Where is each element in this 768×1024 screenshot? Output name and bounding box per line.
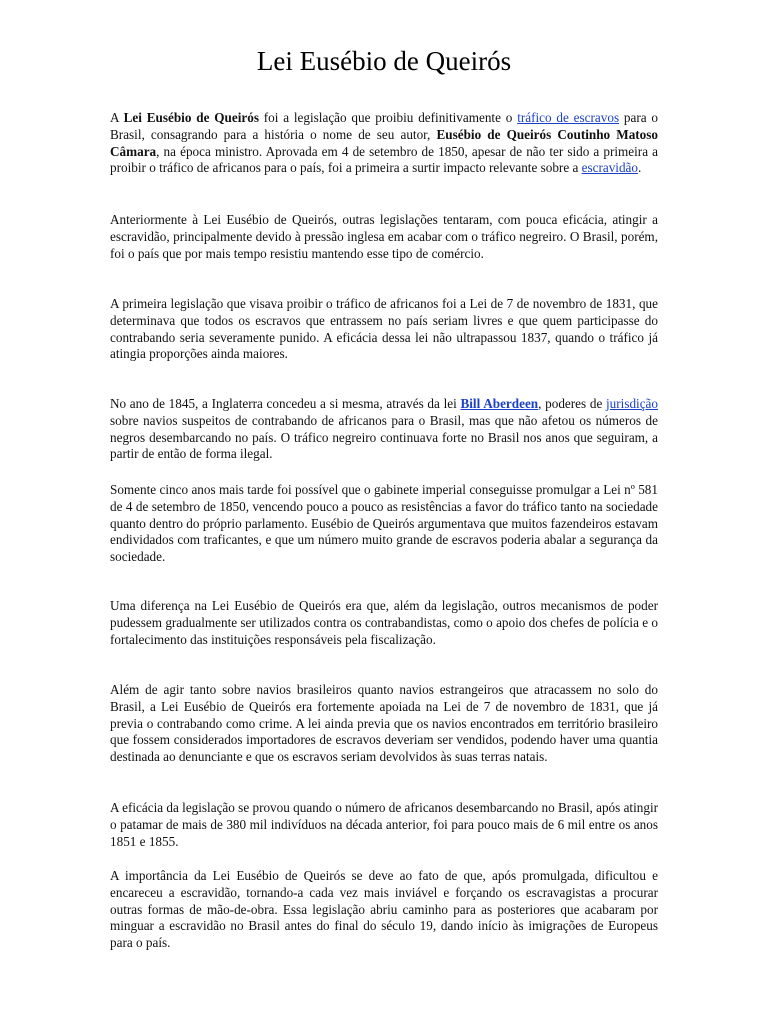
text-run: A xyxy=(110,110,124,125)
paragraph-law-581: Somente cinco anos mais tarde foi possível que o gabinete imperial conseguisse promulgar a Lei nº 581 de 4 de setembro de 1850, vencendo pouco a pouco as resistências a favor do tráfico tanto na sociedade quanto dentro do próprio parlamento. Eusébio de Queirós argumentava que muitos fazendeiros estavam endividados com traficantes, e que um número muito grande de escravos poderia abalar a segurança da sociedade. xyxy=(110,482,658,565)
paragraph-enforcement: Além de agir tanto sobre navios brasileiros quanto navios estrangeiros que atracassem no solo do Brasil, a Lei Eusébio de Queirós era fortemente apoiada na Lei de 7 de novembro de 1831, que já previa o contrabando como crime. A lei ainda previa que os navios encontrados em território brasileiro que fossem considerados importadores de escravos deveriam ser vendidos, podendo haver uma quantia destinada ao denunciante e que os escravos seriam devolvidos às suas terras natais. xyxy=(110,682,658,765)
bold-term-author: Eusébio de Queirós Coutinho Matoso Câmara xyxy=(110,126,659,159)
paragraph-bill-aberdeen xyxy=(110,396,658,463)
text-run: No ano de 1845, a Inglaterra concedeu a si mesma, através da lei xyxy=(110,396,461,411)
text-run: foi a legislação que proibiu definitivamente o xyxy=(258,110,518,125)
link-escravidao[interactable]: escravidão xyxy=(581,160,639,176)
text-run: para o Brasil, consagrando para a história o nome de seu autor, xyxy=(110,110,658,142)
paragraph-intro xyxy=(110,110,658,177)
page-title: Lei Eusébio de Queirós xyxy=(256,46,512,76)
text-run: , na época ministro. Aprovada em 4 de setembro de 1850, apesar de não ter sido a primeira a proibir o tráfico de africanos para o país, foi a primeira a surtir impacto relevante sobre a xyxy=(110,143,658,176)
paragraph-difference: Uma diferença na Lei Eusébio de Queirós era que, além da legislação, outros mecanismos de poder pudessem gradualmente ser utilizados contra os contrabandistas, como o apoio dos chefes de polícia e o fortalecimento das instituições responsáveis pela fiscalização. xyxy=(110,598,658,647)
link-bill-aberdeen[interactable] xyxy=(460,396,538,411)
paragraph-importance: A importância da Lei Eusébio de Queirós se deve ao fato de que, após promulgada, dificultou e encareceu a escravidão, tornando-a cada vez mais inviável e forçando os escravagistas a procurar outras formas de mão-de-obra. Essa legislação abriu caminho para as posteriores que acabaram por minguar a escravidão no Brasil antes do final do século 19, dando início às imigrações de Europeus para o país. xyxy=(110,868,658,951)
paragraph-law-1831: A primeira legislação que visava proibir o tráfico de africanos foi a Lei de 7 de novembro de 1831, que determinava que todos os escravos que entrassem no país seriam livres e que quem participasse do contrabando seria severamente punido. A eficácia dessa lei não ultrapassou 1837, quando o tráfico já atingia proporções ainda maiores. xyxy=(110,296,658,362)
link-label: Bill Aberdeen xyxy=(460,396,539,411)
text-run: sobre navios suspeitos de contrabando de africanos para o Brasil, mas que não afetou os números de negros desembarcando no país. O tráfico negreiro continuava forte no Brasil nos anos que seguiram, a partir de então de forma ilegal. xyxy=(110,412,658,462)
paragraph-previous-laws: Anteriormente à Lei Eusébio de Queirós, outras legislações tentaram, com pouca eficácia, atingir a escravidão, principalmente devido à pressão inglesa em acabar com o tráfico negreiro. O Brasil, porém, foi o país que por mais tempo resistiu mantendo esse tipo de comércio. xyxy=(110,212,658,261)
text-run: , poderes de xyxy=(538,396,606,411)
paragraph-efficacy: A eficácia da legislação se provou quando o número de africanos desembarcando no Brasil, após atingir o patamar de mais de 380 mil indivíduos na década anterior, foi para pouco mais de 6 mil entre os anos 1851 e 1855. xyxy=(110,800,658,849)
text-run: . xyxy=(638,160,642,176)
link-trafico-de-escravos[interactable]: tráfico de escravos xyxy=(517,110,620,125)
link-jurisdicao[interactable]: jurisdição xyxy=(606,396,659,411)
bold-term-law: Lei Eusébio de Queirós xyxy=(123,110,259,125)
